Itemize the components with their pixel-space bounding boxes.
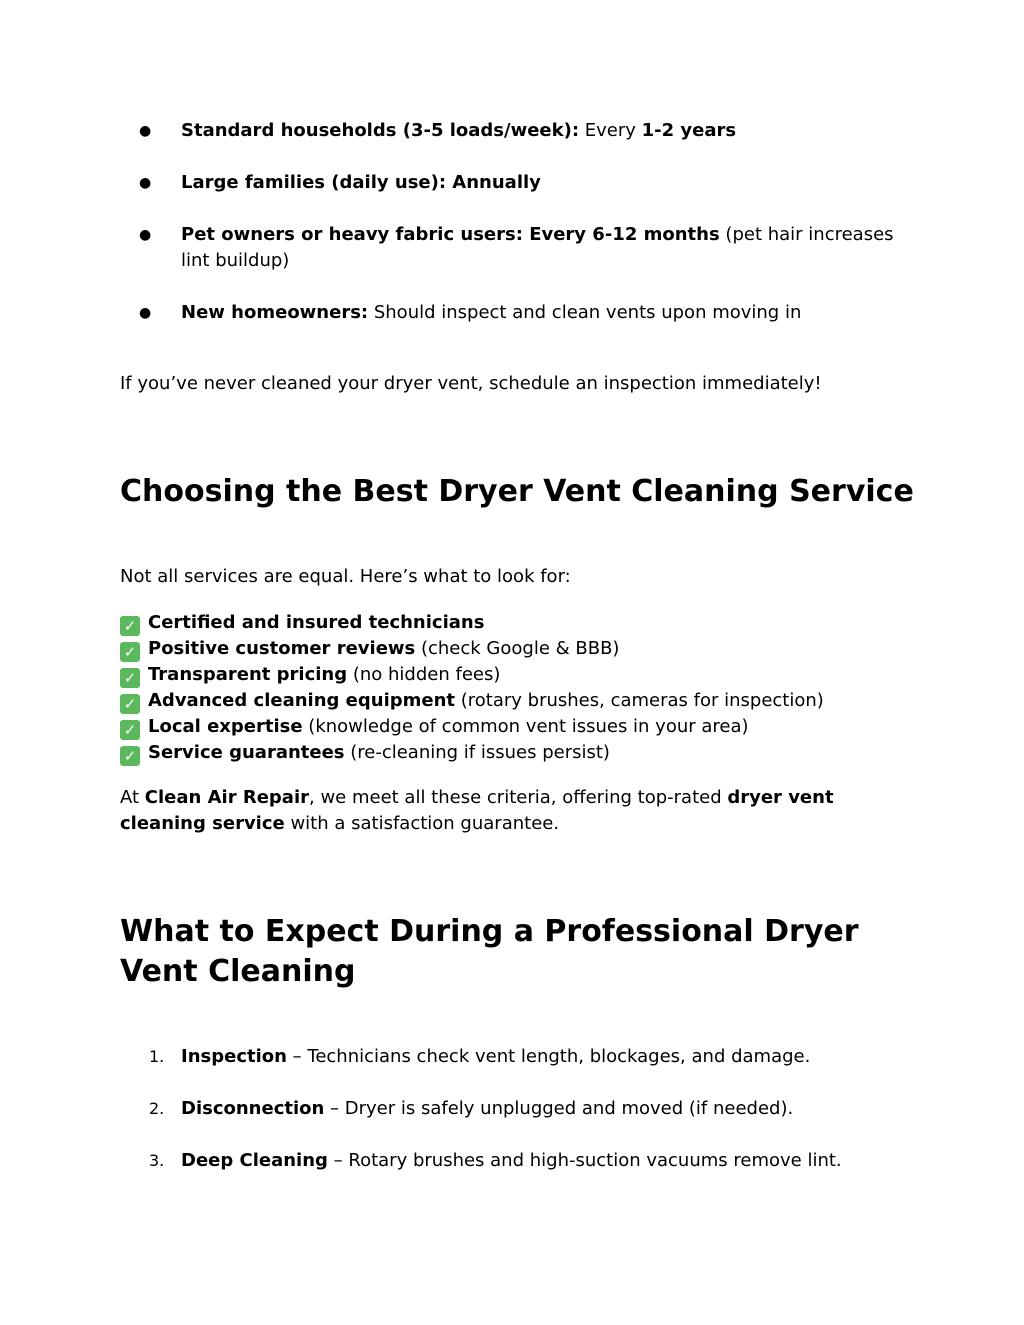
checklist-item-detail: (re-cleaning if issues persist) bbox=[344, 742, 610, 763]
checklist-item-detail: (check Google & BBB) bbox=[415, 638, 620, 659]
step-detail: – Rotary brushes and high-suction vacuums remove lint. bbox=[327, 1150, 842, 1171]
bullet-icon: ● bbox=[139, 227, 152, 243]
check-mark-icon: ✓ bbox=[120, 746, 140, 766]
list-item bbox=[120, 222, 900, 274]
section-heading-expect: What to Expect During a Professional Dryer Vent Cleaning bbox=[120, 914, 859, 989]
checklist-item bbox=[120, 610, 920, 636]
step-title: Deep Cleaning bbox=[181, 1150, 328, 1171]
step-number: 3. bbox=[149, 1151, 165, 1170]
step-item bbox=[120, 1096, 900, 1122]
checklist-item-title: Positive customer reviews bbox=[148, 638, 416, 659]
list-item-text: Should inspect and clean vents upon moving in bbox=[368, 302, 802, 323]
step-detail: – Technicians check vent length, blockages, and damage. bbox=[286, 1046, 811, 1067]
check-mark-icon: ✓ bbox=[120, 642, 140, 662]
service-name: dryer vent cleaning service bbox=[120, 787, 834, 834]
list-item-lead: Large families (daily use): Annually bbox=[181, 172, 541, 193]
checklist-item bbox=[120, 636, 920, 662]
checklist-item-title: Transparent pricing bbox=[148, 664, 348, 685]
list-item bbox=[120, 170, 900, 196]
company-name: Clean Air Repair bbox=[144, 787, 309, 808]
list-item-text: (pet hair increases lint buildup) bbox=[181, 224, 894, 271]
checklist-item-title: Service guarantees bbox=[148, 742, 345, 763]
list-item-text: Every bbox=[579, 120, 642, 141]
list-item-lead: Pet owners or heavy fabric users: Every 6-12 months bbox=[181, 224, 720, 245]
check-mark-icon: ✓ bbox=[120, 694, 140, 714]
step-number: 1. bbox=[149, 1047, 165, 1066]
paragraph-text: At bbox=[120, 787, 145, 808]
check-mark-icon: ✓ bbox=[120, 720, 140, 740]
check-mark-icon: ✓ bbox=[120, 616, 140, 636]
check-mark-icon: ✓ bbox=[120, 668, 140, 688]
criteria-checklist bbox=[120, 610, 920, 766]
checklist-item-title: Certified and insured technicians bbox=[148, 612, 485, 633]
checklist-item-detail: (knowledge of common vent issues in your area) bbox=[302, 716, 749, 737]
checklist-item bbox=[120, 740, 920, 766]
bullet-icon: ● bbox=[139, 175, 152, 191]
bullet-icon: ● bbox=[139, 305, 152, 321]
step-item bbox=[120, 1044, 900, 1070]
step-title: Inspection bbox=[181, 1046, 287, 1067]
step-number: 2. bbox=[149, 1099, 165, 1118]
list-item-emphasis: 1-2 years bbox=[641, 120, 737, 141]
checklist-item-detail: (rotary brushes, cameras for inspection) bbox=[455, 690, 824, 711]
checklist-item-title: Local expertise bbox=[148, 716, 303, 737]
paragraph-text: with a satisfaction guarantee. bbox=[284, 813, 560, 834]
list-item-lead: New homeowners: bbox=[181, 302, 369, 323]
inspection-note: If you’ve never cleaned your dryer vent, schedule an inspection immediately! bbox=[120, 373, 822, 394]
step-title: Disconnection bbox=[181, 1098, 325, 1119]
step-item bbox=[120, 1148, 900, 1174]
frequency-list bbox=[120, 118, 900, 352]
step-detail: – Dryer is safely unplugged and moved (if needed). bbox=[324, 1098, 794, 1119]
company-paragraph bbox=[120, 785, 880, 837]
intro-paragraph: Not all services are equal. Here’s what to look for: bbox=[120, 566, 571, 587]
steps-list bbox=[120, 1044, 900, 1200]
list-item-lead: Standard households (3-5 loads/week): bbox=[181, 120, 580, 141]
checklist-item-detail: (no hidden fees) bbox=[347, 664, 501, 685]
list-item bbox=[120, 118, 900, 144]
paragraph-text: , we meet all these criteria, offering top-rated bbox=[309, 787, 728, 808]
checklist-item bbox=[120, 688, 920, 714]
checklist-item bbox=[120, 662, 920, 688]
checklist-item bbox=[120, 714, 920, 740]
list-item bbox=[120, 300, 900, 326]
checklist-item-title: Advanced cleaning equipment bbox=[148, 690, 456, 711]
section-heading-choosing: Choosing the Best Dryer Vent Cleaning Service bbox=[120, 474, 914, 509]
bullet-icon: ● bbox=[139, 123, 152, 139]
